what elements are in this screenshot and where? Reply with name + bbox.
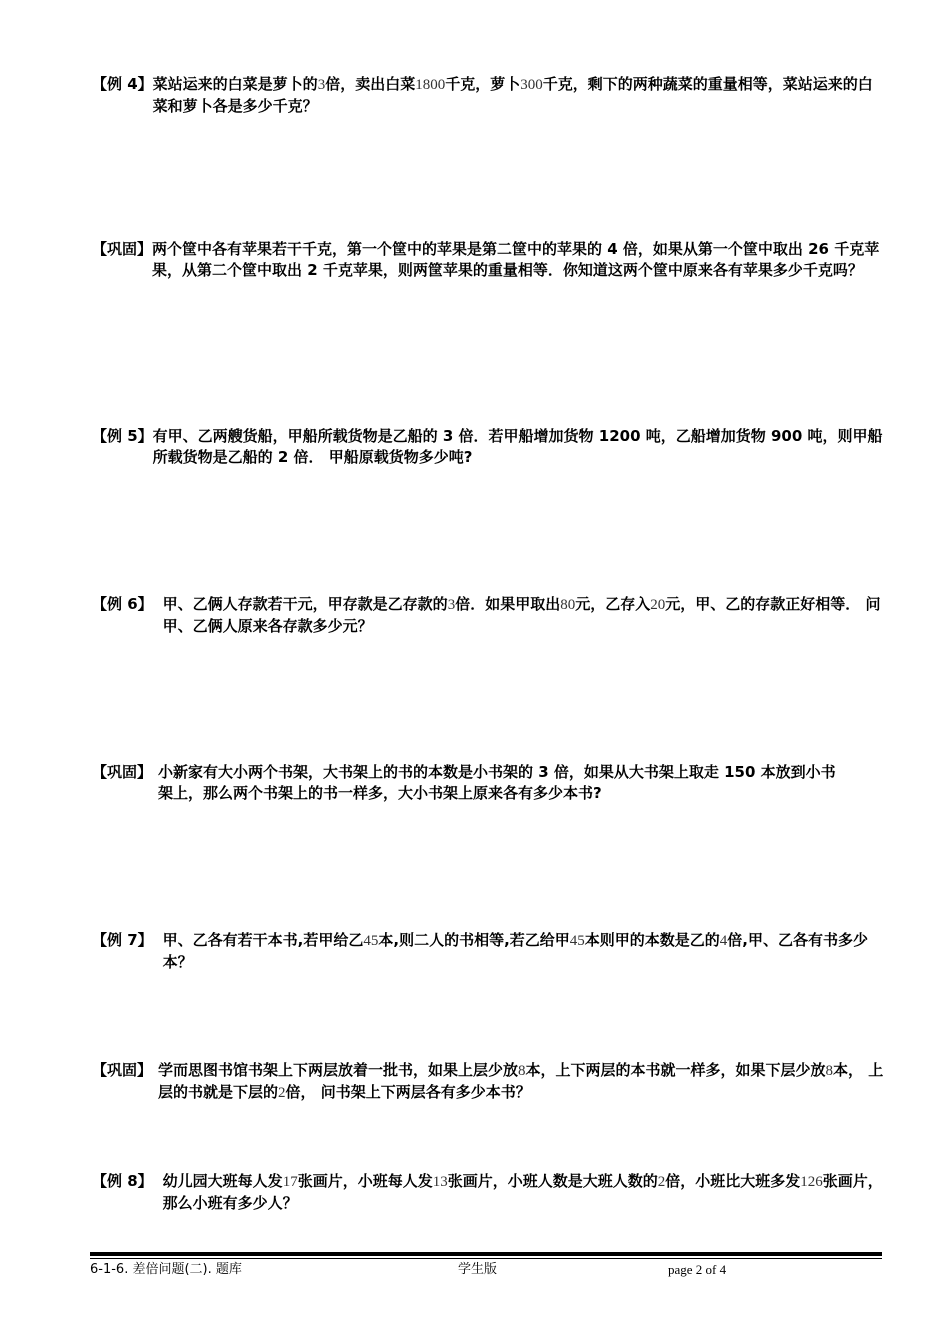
text-part: 甲、乙俩人存款若干元，甲存款是乙存款的 [162,595,448,613]
text-part: 倍，卖出白菜 [325,75,416,93]
number: 13 [432,1174,448,1190]
number: 17 [282,1174,298,1190]
number: 45 [363,933,379,949]
text-part: 甲、乙各有若干本书,若甲给乙 [162,931,364,949]
text-part: 张画片，小班人数是大班人数的 [447,1172,658,1190]
problem-text [163,930,884,973]
problem-text [158,1060,884,1104]
text-part: 元，乙存入 [575,595,651,613]
text-part: 张画片，小班每人发 [297,1172,433,1190]
text-part: 倍,甲、乙各有书多少本？ [162,931,868,971]
footer-divider-thick [90,1252,882,1256]
problem-consolidate-2 [92,762,884,804]
problem-tag: 【例 7】 [92,931,153,949]
problem-example-4 [92,74,884,117]
problem-tag: 【例 6】 [92,595,153,613]
text-part: 倍， 问书架上下两层各有多少本书？ [285,1083,531,1101]
problem-tag: 【例 8】 [92,1172,153,1190]
number: 20 [650,597,666,613]
footer-edition: 学生版 [458,1262,498,1277]
problem-text [153,74,884,117]
text-part: 千克，剩下的两种蔬菜的重量相等，菜站运来的白菜和萝卜各是多少千克？ [152,75,873,115]
number: 300 [520,77,543,93]
text-part: 本,则二人的书相等,若乙给甲 [378,931,570,949]
problem-example-8 [92,1171,884,1214]
text-part: 幼儿园大班每人发 [162,1172,283,1190]
number: 8 [518,1063,526,1079]
number: 3 [447,597,456,613]
text-part: 倍．如果甲取出 [455,595,561,613]
footer-document-title: 6-1-6. 差倍问题(二). 题库 [90,1262,242,1277]
problem-consolidate-3 [92,1060,884,1104]
footer-page-number: page 2 of 4 [668,1262,727,1277]
text-part: 张画片，那么小班有多少人？ [162,1172,883,1212]
problem-tag: 【巩固】 [92,763,153,781]
text-part: 菜站运来的白菜是萝卜的 [152,75,318,93]
problem-text: 两个筐中各有苹果若干千克，第一个筐中的苹果是第二筐中的苹果的 4 倍，如果从第一个筐中取出 26 千克苹果，从第二个筐中取出 2 千克苹果，则两筐苹果的重量相等．你知道这两个筐中原来各有苹果多少千克吗？ [152,240,880,279]
text-part: 本，上下两层的本书就一样多，如果下层少放 [525,1061,826,1079]
number: 2 [278,1085,286,1101]
text-part: 本， 上层的书就是下层的 [158,1061,884,1101]
number: 126 [800,1174,823,1190]
problem-text [163,1171,884,1214]
problem-example-5 [92,426,884,468]
number: 2 [657,1174,666,1190]
problem-consolidate-1 [92,239,884,281]
number: 3 [317,77,326,93]
number: 80 [560,597,576,613]
number: 8 [825,1063,834,1079]
page-footer [90,1261,882,1281]
problem-tag: 【例 5】 [92,427,153,445]
problem-text: 有甲、乙两艘货船，甲船所载货物是乙船的 3 倍．若甲船增加货物 1200 吨，乙船增加货物 900 吨，则甲船所载货物是乙船的 2 倍． 甲船原载货物多少吨? [152,427,883,466]
text-part: 千克，萝卜 [445,75,521,93]
number: 4 [719,933,728,949]
number: 1800 [415,77,446,93]
text-part: 倍，小班比大班多发 [665,1172,801,1190]
problem-example-6 [92,594,884,637]
text-part: 本则甲的本数是乙的 [584,931,720,949]
footer-divider-thin [90,1258,882,1259]
text-part: 学而思图书馆书架上下两层放着一批书，如果上层少放 [158,1061,519,1079]
number: 45 [569,933,585,949]
problem-text [163,594,884,637]
problem-tag: 【例 4】 [92,75,153,93]
problem-text: 小新家有大小两个书架，大书架上的书的本数是小书架的 3 倍，如果从大书架上取走 150 本放到小书架上，那么两个书架上的书一样多，大小书架上原来各有多少本书? [158,763,836,802]
problem-tag: 【巩固】 [92,1061,153,1079]
text-part: 元，甲、乙的存款正好相等． 问甲、乙俩人原来各存款多少元？ [162,595,881,635]
problem-tag: 【巩固】 [92,240,153,258]
problem-example-7 [92,930,884,973]
